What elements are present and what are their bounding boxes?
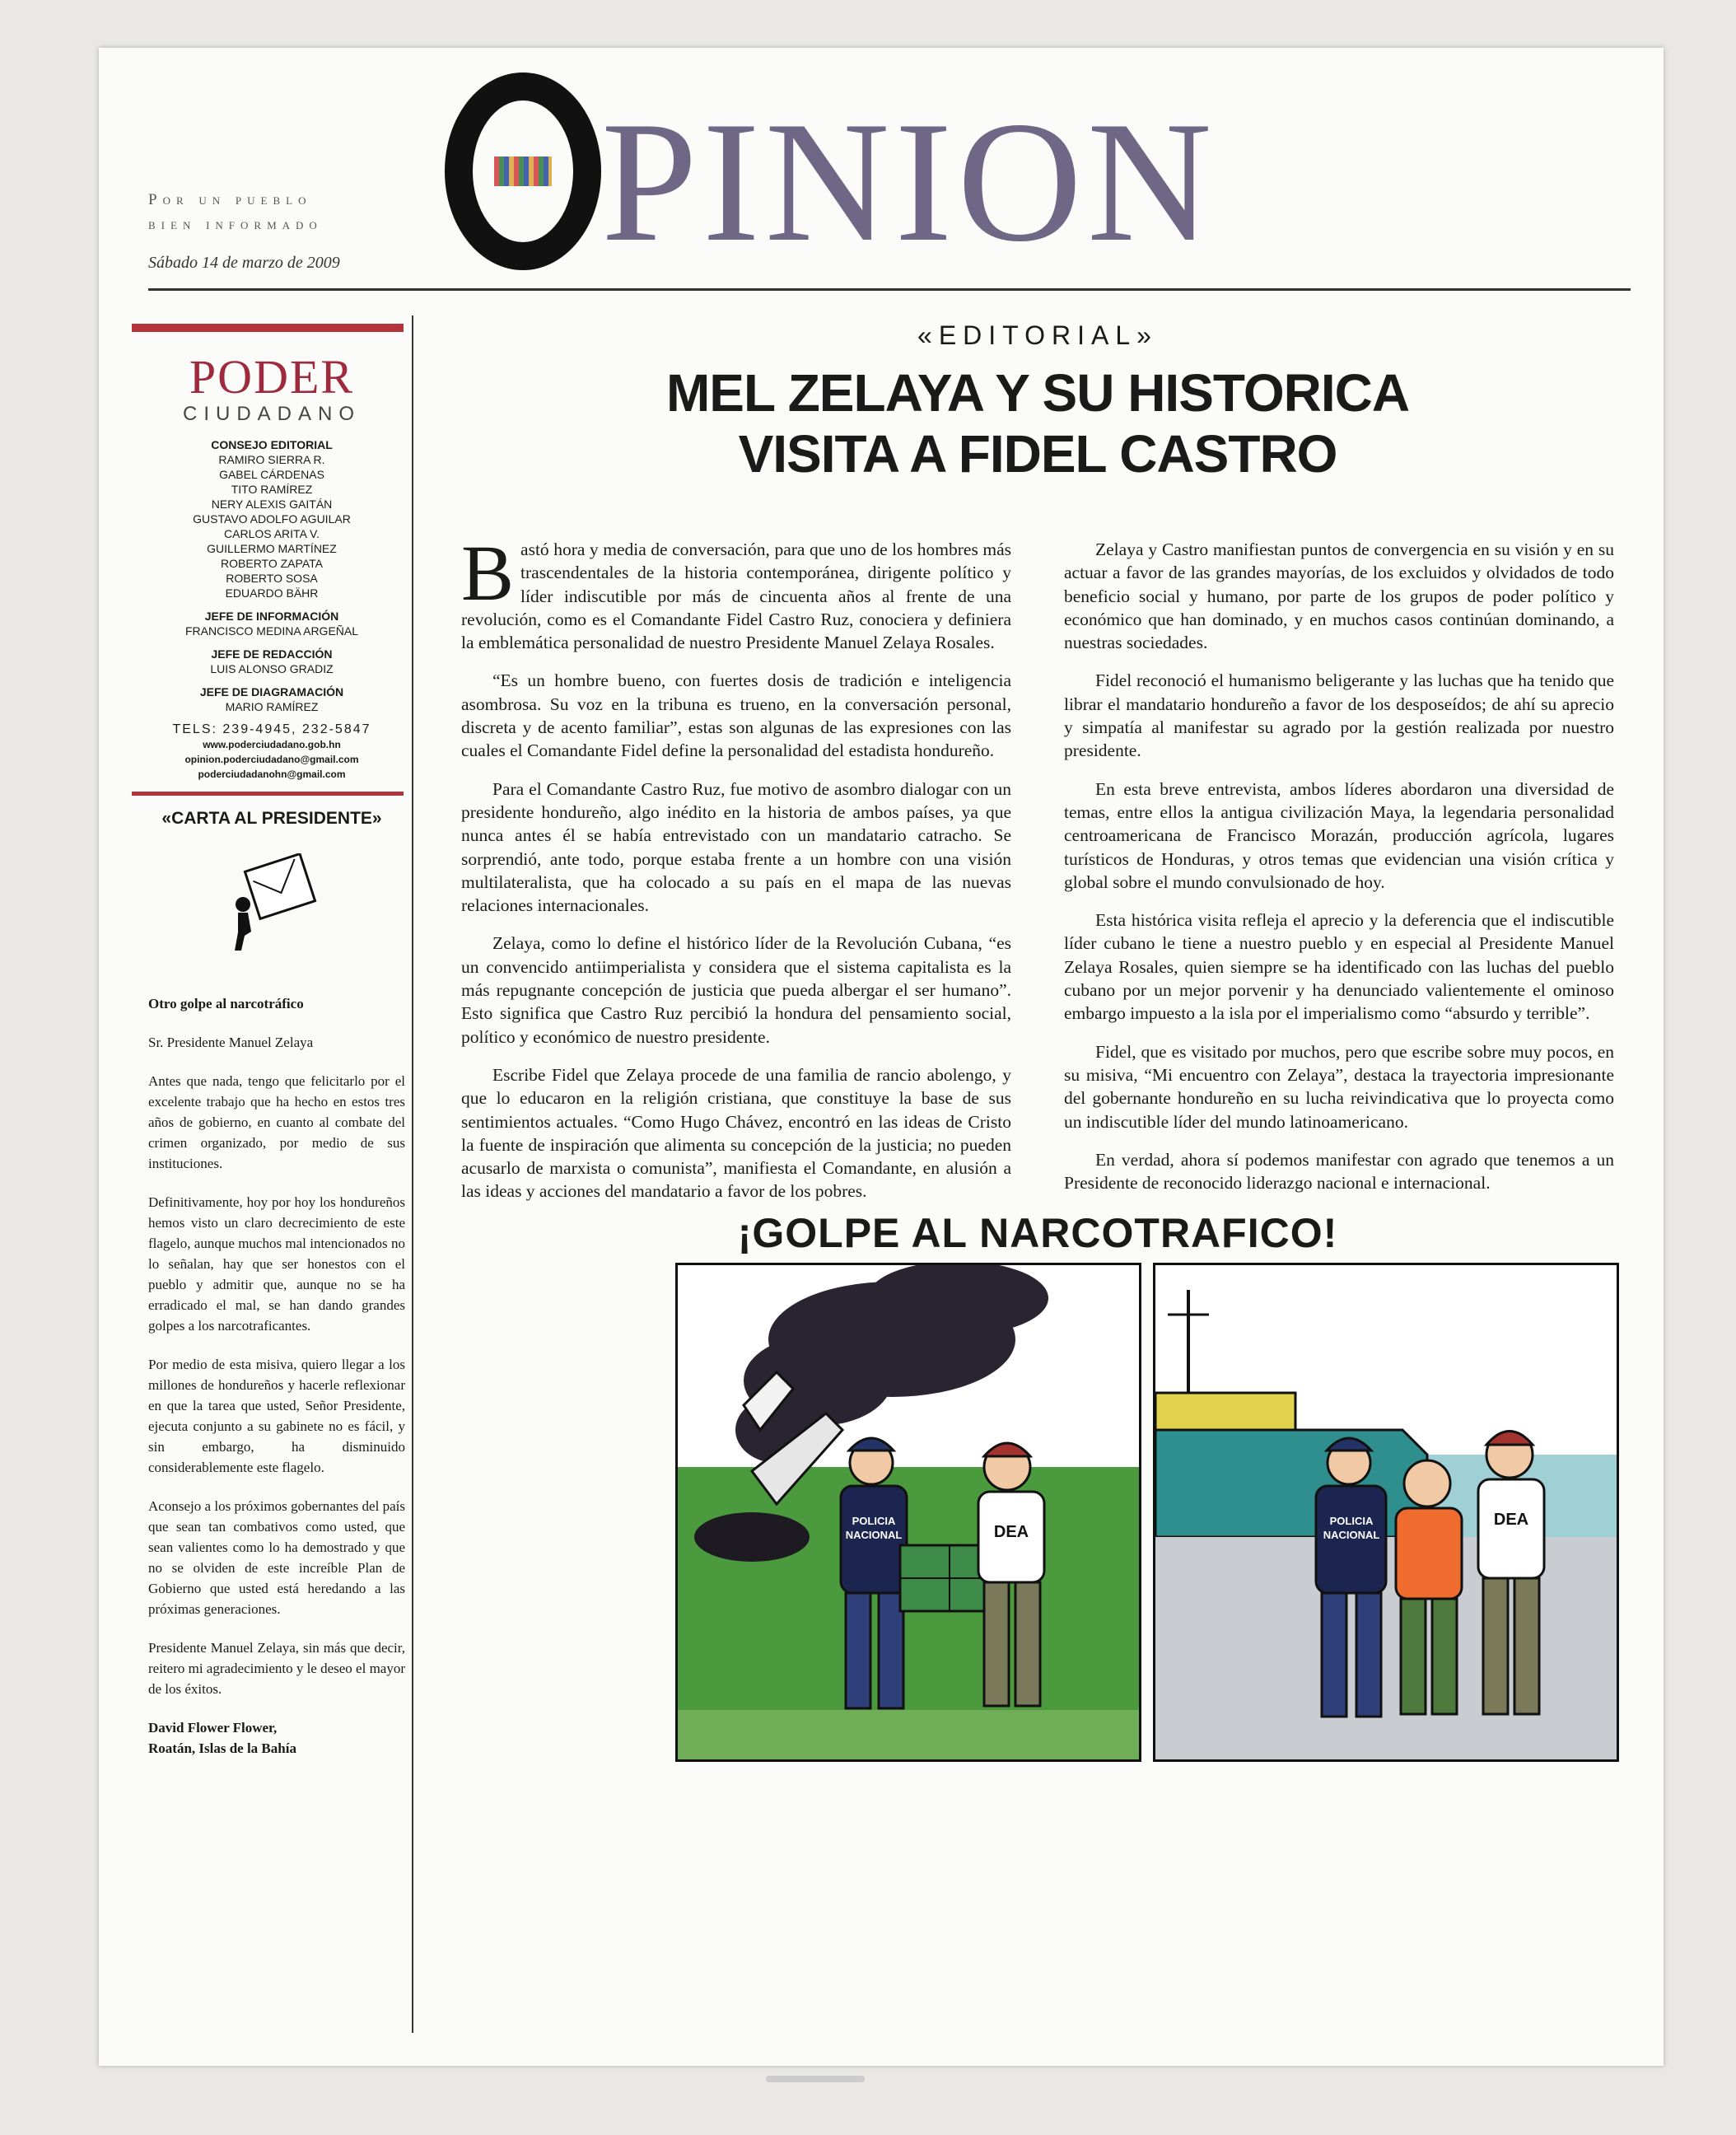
police-label-line1: POLICIA: [1329, 1515, 1374, 1527]
consejo-member: NERY ALEXIS GAITÁN: [211, 498, 333, 511]
headline-line1: MEL ZELAYA Y SU HISTORICA: [665, 363, 1410, 423]
article-paragraph: Escribe Fidel que Zelaya procede de una familia de rancio abolengo, y que lo educaron en la religión cristiana, que constituye la base de sus sentimientos actuales. “Como Hugo Chávez, encontró en las ideas de Cristo la fuente de inspiración que alimenta su concepción de la justicia; no pueden acusarlo de marxista o comunista”, manifiesta el Comandante, en alusión a las ideas y acciones del mandatario a favor de los pobres.: [461, 1064, 1011, 1202]
dea-label: DEA: [1493, 1511, 1529, 1529]
masthead-rule: [148, 288, 1631, 291]
article-paragraph: Zelaya y Castro manifiestan puntos de convergencia en su visión y en su actuar a favor de las grandes mayorías, de los excluidos y olvidados de todo beneficio social y humano, por parte de los grupos de poder político y económico que han dominado, y en muchos casos continúan dominando, a nuestras sociedades.: [1064, 540, 1614, 653]
consejo-label: CONSEJO EDITORIAL: [211, 438, 333, 451]
email-link[interactable]: poderciudadanohn@gmail.com: [198, 769, 346, 780]
article-paragraph: Fidel reconoció el humanismo beligerante y las luchas que ha tenido que librar el mandatario hondureño a favor de los desposeídos; de ahí su aprecio y simpatía al manifestar su agrado por la gestión realizada por nuestro presidente.: [1064, 670, 1614, 761]
consejo-member: EDUARDO BÄHR: [225, 586, 319, 600]
letter-carrier-icon: [226, 853, 317, 952]
poder-ciudadano-logo-bottom: CIUDADANO: [182, 403, 361, 425]
article-paragraph: En esta breve entrevista, ambos líderes abordaron una diversidad de temas, entre ellos la antigua civilización Maya, la legendaria personalidad centroamericana de Francisco Morazán, producción agrícola, lugares turísticos de Honduras, y otros temas que evidencian una visión crítica y global sobre el mundo convulsionado de hoy.: [1064, 778, 1614, 892]
sidebar: [132, 315, 413, 2033]
first-paragraph-text: astó hora y media de conversación, para que uno de los hombres más trascendentales de la historia contemporánea, dirigente político y líder indiscutible por más de cincuenta años al frente de una revolución, como es el Comandante Fidel Castro Ruz, conociera y definiera la emblemática personalidad de nuestro Presidente Manuel Zelaya Rosales.: [461, 540, 1011, 653]
page-footer-mark: [766, 2076, 865, 2082]
consejo-member: ROBERTO ZAPATA: [221, 557, 323, 570]
cartoon-panel-left: [675, 1263, 1141, 1762]
logo-flag-stripes: [494, 157, 552, 186]
article-paragraph: Fidel, que es visitado por muchos, pero que escribe sobre muy pocos, en su misiva, “Mi encuentro con Zelaya”, destaca la trayectoria impresionante del gobernante hondureño en su lucha reivindicativa que lo proyecta como un indiscutible líder del mundo latinoamericano.: [1064, 1041, 1614, 1132]
opinion-logo: [445, 72, 1515, 278]
signature-name: David Flower Flower,: [148, 1720, 278, 1736]
article-paragraph: Para el Comandante Castro Ruz, fue motivo de asombro dialogar con un presidente hondureño, algo inédito en la historia de ambos países, ya que nunca antes él se había entrevistado con un mandatario catracho. Se sorprendió, ante todo, porque estaba frente a un hombre con una visión multilateralista, que ha colocado a su país en el mapa de las nuevas relaciones internacionales.: [461, 778, 1011, 916]
consejo-member: CARLOS ARITA V.: [224, 527, 320, 540]
newspaper-page: [99, 48, 1664, 2066]
dea-label: DEA: [993, 1523, 1029, 1541]
tagline-line1: Por un pueblo: [148, 191, 312, 208]
letter-to-president: [132, 993, 412, 1759]
diagramacion-label: JEFE DE DIAGRAMACIÓN: [199, 685, 344, 698]
redaccion-label: JEFE DE REDACCIÓN: [211, 647, 333, 661]
article-paragraph: Esta histórica visita refleja el aprecio y la deferencia que el indiscutible líder cubano le tiene a nuestro pueblo y en especial al Presidente Manuel Zelaya Rosales, quien siempre se ha identificado con las luchas del pueblo cubano por un mejor porvenir y ha denunciado valientemente el ominoso embargo impuesto a la isla por el imperialismo como “absurdo y terrible”.: [1064, 910, 1614, 1024]
letter-salutation: Sr. Presidente Manuel Zelaya: [148, 1035, 314, 1050]
police-label-line1: POLICIA: [852, 1515, 896, 1527]
sidebar-divider-bar: [132, 792, 404, 796]
article-paragraph: [461, 529, 1011, 654]
crashed-plane-scene: [678, 1265, 1139, 1759]
email-link[interactable]: opinion.poderciudadano@gmail.com: [184, 754, 359, 765]
consejo-member: GUSTAVO ADOLFO AGUILAR: [193, 512, 351, 526]
signature-place: Roatán, Islas de la Bahía: [148, 1740, 296, 1756]
website-link[interactable]: www.poderciudadano.gob.hn: [203, 739, 341, 750]
diagramacion-name: MARIO RAMÍREZ: [225, 700, 319, 713]
letter-paragraph: Aconsejo a los próximos gobernantes del país que sean tan combativos como usted, que sean valientes como lo ha demostrado y que no se olviden de este increíble Plan de Gobierno que usted está heredando a las próximas generaciones.: [148, 1498, 405, 1617]
article-paragraph: Zelaya, como lo define el histórico líder de la Revolución Cubana, “es un convencido antiimperialista y considera que el sistema capitalista es la más repugnante concepción de justicia que pueda albergar el ser humano”. Esto significa que Castro Ruz percibió la hondura del pensamiento social, político y económico de nuestro presidente.: [461, 933, 1011, 1047]
cartoon-panel-right: [1153, 1263, 1619, 1762]
headline: [436, 362, 1639, 484]
tagline-line2: bien informado: [148, 216, 323, 233]
letter-heading: Otro golpe al narcotráfico: [148, 996, 304, 1011]
consejo-member: RAMIRO SIERRA R.: [218, 453, 325, 466]
article-column-right: [1064, 538, 1614, 1218]
consejo-member: GABEL CÁRDENAS: [219, 468, 324, 481]
consejo-member: TITO RAMÍREZ: [231, 483, 313, 496]
consejo-member: ROBERTO SOSA: [226, 572, 318, 585]
editorial-section: [436, 315, 1639, 1541]
issue-date: Sábado 14 de marzo de 2009: [148, 254, 340, 272]
informacion-label: JEFE DE INFORMACIÓN: [204, 610, 339, 623]
poder-ciudadano-logo-top: PODER: [189, 350, 355, 404]
letter-paragraph: Antes que nada, tengo que felicitarlo por el excelente trabajo que ha hecho en estos tres años de gobierno, en cuanto al combate del crimen organizado, por medio de sus instituciones.: [148, 1073, 405, 1171]
letter-paragraph: Definitivamente, hoy por hoy los hondureños hemos visto un claro decrecimiento de este flagelo, aunque muchos mal intencionados no lo señalan, hay que ser honestos con el pueblo y admitir que, aunque no se ha erradicado el mal, se han dando grandes golpes a los narcotraficantes.: [148, 1194, 405, 1334]
consejo-member: GUILLERMO MARTÍNEZ: [207, 542, 337, 555]
article-column-left: [461, 529, 1011, 1218]
headline-line2: VISITA A FIDEL CASTRO: [738, 424, 1337, 484]
phone-numbers: TELS: 239-4945, 232-5847: [172, 722, 371, 736]
section-eyebrow: «EDITORIAL»: [917, 320, 1158, 350]
boat-arrest-scene: [1155, 1265, 1617, 1759]
drop-cap: B: [461, 529, 515, 617]
masthead: [99, 48, 1664, 295]
tagline: [148, 188, 323, 237]
redaccion-name: LUIS ALONSO GRADIZ: [210, 662, 334, 675]
police-label-line2: NACIONAL: [1323, 1529, 1380, 1541]
article-paragraph: En verdad, ahora sí podemos manifestar con agrado que tenemos a un Presidente de reconocido liderazgo nacional e internacional.: [1064, 1149, 1614, 1194]
informacion-name: FRANCISCO MEDINA ARGEÑAL: [184, 624, 359, 638]
staff-box: [132, 437, 412, 782]
logo-wordmark: PINION: [601, 86, 1217, 278]
carta-section-title: «CARTA AL PRESIDENTE»: [161, 809, 382, 828]
letter-paragraph: Por medio de esta misiva, quiero llegar a los millones de hondureños y hacerle reflexionar en que la tarea que usted, Señor Presidente, ejecuta conjunto a su gabinete no es fácil, y sin embargo, ha disminuido considerablemente este flagelo.: [148, 1357, 405, 1475]
article-body: [461, 529, 1614, 1218]
article-paragraph: “Es un hombre bueno, con fuertes dosis de tradición e inteligencia asombrosa. Su voz en la tribuna es trueno, en la conversación personal, discreta y de acento familiar”, estas son algunas de las expresiones con las cuales el Comandante Fidel define la personalidad del estadista hondureño.: [461, 670, 1011, 761]
letter-paragraph: Presidente Manuel Zelaya, sin más que decir, reitero mi agradecimiento y le deseo el mayor de los éxitos.: [148, 1640, 406, 1697]
police-label-line2: NACIONAL: [845, 1529, 903, 1541]
cartoon-title: ¡GOLPE AL NARCOTRAFICO!: [737, 1210, 1338, 1256]
sidebar-top-bar: [132, 324, 404, 332]
